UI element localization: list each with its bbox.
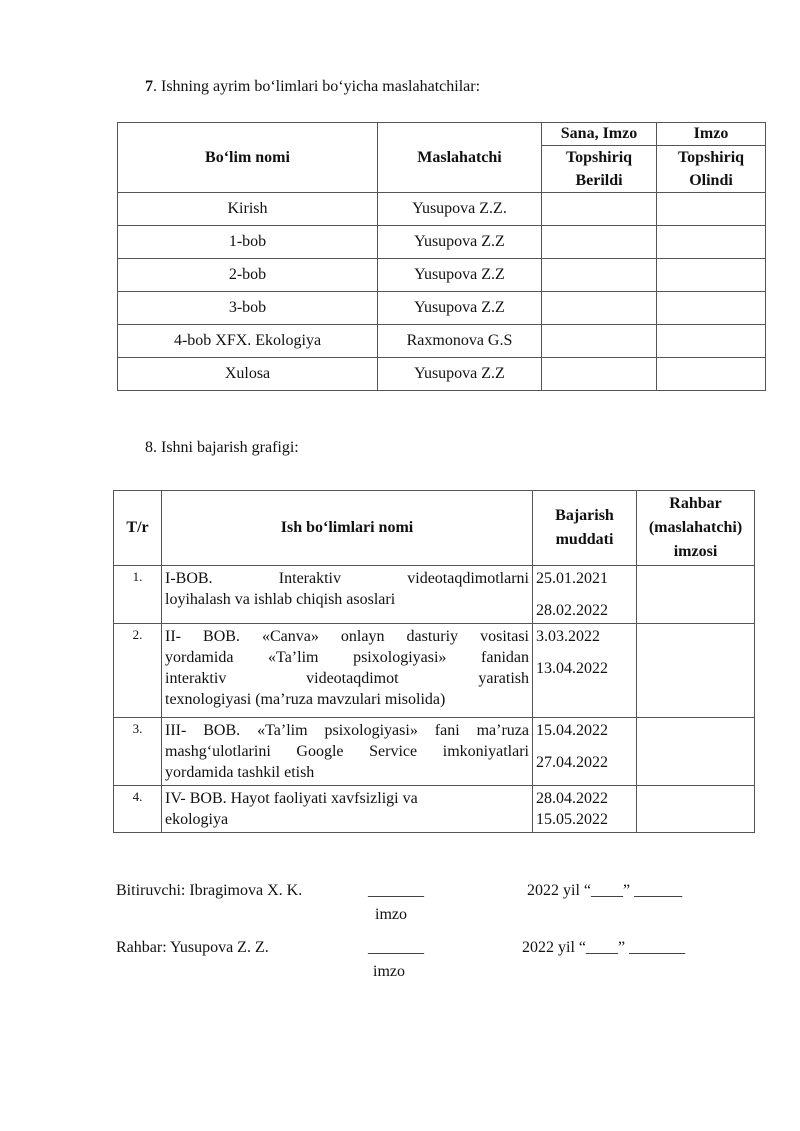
olindi-cell bbox=[657, 226, 766, 259]
olindi-cell bbox=[657, 325, 766, 358]
bolim-cell: 4-bob XFX. Ekologiya bbox=[118, 325, 378, 358]
section7-title: . Ishning ayrim bo‘limlari bo‘yicha maslahatchilar: bbox=[153, 78, 481, 95]
table-row bbox=[114, 624, 755, 718]
deadline-cell bbox=[533, 718, 637, 786]
header-sana-imzo: Sana, Imzo bbox=[542, 123, 657, 146]
bolim-cell: Kirish bbox=[118, 193, 378, 226]
table-row bbox=[114, 786, 755, 833]
start-date: 28.04.2022 bbox=[536, 790, 608, 807]
berildi-cell bbox=[542, 259, 657, 292]
berildi-cell bbox=[542, 193, 657, 226]
row-number: 2. bbox=[114, 624, 162, 718]
end-date: 15.05.2022 bbox=[536, 811, 608, 828]
graduate-name: Bitiruvchi: Ibragimova X. K. bbox=[116, 882, 303, 899]
signature-cell bbox=[637, 624, 755, 718]
header-bajarish-muddati: Bajarish muddati bbox=[533, 491, 637, 566]
table-row bbox=[118, 292, 766, 325]
table-row bbox=[118, 193, 766, 226]
maslahatchi-cell: Yusupova Z.Z bbox=[378, 259, 542, 292]
header-topshiriq-berildi: Topshiriq Berildi bbox=[542, 146, 657, 193]
table-row bbox=[114, 566, 755, 624]
signature-cell bbox=[637, 786, 755, 833]
bolim-cell: 1-bob bbox=[118, 226, 378, 259]
berildi-cell bbox=[542, 292, 657, 325]
berildi-cell bbox=[542, 358, 657, 391]
schedule-table bbox=[113, 490, 755, 833]
maslahatchi-cell: Yusupova Z.Z bbox=[378, 226, 542, 259]
olindi-cell bbox=[657, 193, 766, 226]
graduate-date: 2022 yil “____” ______ bbox=[527, 882, 683, 899]
berildi-cell bbox=[542, 325, 657, 358]
maslahatchi-cell: Yusupova Z.Z bbox=[378, 358, 542, 391]
bolim-cell: 2-bob bbox=[118, 259, 378, 292]
start-date: 25.01.2021 bbox=[536, 570, 608, 587]
header-maslahatchi: Maslahatchi bbox=[378, 123, 542, 193]
end-date: 28.02.2022 bbox=[536, 602, 608, 619]
header-imzo: Imzo bbox=[657, 123, 766, 146]
maslahatchi-cell: Yusupova Z.Z. bbox=[378, 193, 542, 226]
header-ish-bolimlari-nomi: Ish bo‘limlari nomi bbox=[162, 491, 533, 566]
end-date: 13.04.2022 bbox=[536, 660, 608, 677]
header-rahbar-imzosi: Rahbar (maslahatchi) imzosi bbox=[637, 491, 755, 566]
supervisor-signature-line: _______ bbox=[368, 939, 424, 956]
deadline-cell bbox=[533, 786, 637, 833]
signature-cell bbox=[637, 718, 755, 786]
deadline-cell bbox=[533, 624, 637, 718]
olindi-cell bbox=[657, 358, 766, 391]
section-name-cell: III- BOB. «Ta’lim psixologiyasi» fani ma’ruza mashg‘ulotlarini Google Service imkoniyatlari yordamida tashkil etish bbox=[162, 718, 533, 786]
olindi-cell bbox=[657, 259, 766, 292]
header-topshiriq-olindi: Topshiriq Olindi bbox=[657, 146, 766, 193]
supervisor-date: 2022 yil “____” _______ bbox=[522, 939, 686, 956]
consultants-table bbox=[117, 122, 766, 391]
signature-cell bbox=[637, 566, 755, 624]
end-date: 27.04.2022 bbox=[536, 754, 608, 771]
bolim-cell: Xulosa bbox=[118, 358, 378, 391]
bolim-cell: 3-bob bbox=[118, 292, 378, 325]
start-date: 3.03.2022 bbox=[536, 628, 600, 645]
header-bolim-nomi: Bo‘lim nomi bbox=[118, 123, 378, 193]
berildi-cell bbox=[542, 226, 657, 259]
table-row bbox=[118, 259, 766, 292]
row-number: 3. bbox=[114, 718, 162, 786]
row-number: 4. bbox=[114, 786, 162, 833]
table-row bbox=[118, 358, 766, 391]
olindi-cell bbox=[657, 292, 766, 325]
table-row bbox=[114, 718, 755, 786]
header-tr: T/r bbox=[114, 491, 162, 566]
section-name-cell: I-BOB. Interaktiv videotaqdimotlarni loyihalash va ishlab chiqish asoslari bbox=[162, 566, 533, 624]
maslahatchi-cell: Yusupova Z.Z bbox=[378, 292, 542, 325]
section8-heading: 8. Ishni bajarish grafigi: bbox=[145, 439, 299, 456]
supervisor-imzo-label: imzo bbox=[373, 963, 405, 980]
section7-number: 7 bbox=[145, 78, 153, 95]
supervisor-name: Rahbar: Yusupova Z. Z. bbox=[116, 939, 269, 956]
table-row bbox=[118, 226, 766, 259]
row-number: 1. bbox=[114, 566, 162, 624]
maslahatchi-cell: Raxmonova G.S bbox=[378, 325, 542, 358]
start-date: 15.04.2022 bbox=[536, 722, 608, 739]
section7-heading bbox=[145, 78, 480, 96]
graduate-imzo-label: imzo bbox=[375, 906, 407, 923]
section-name-cell: IV- BOB. Hayot faoliyati xavfsizligi va ekologiya bbox=[162, 786, 533, 833]
table-row bbox=[118, 325, 766, 358]
graduate-signature-line: _______ bbox=[368, 882, 424, 899]
deadline-cell bbox=[533, 566, 637, 624]
section-name-cell: II- BOB. «Canva» onlayn dasturiy vositasi yordamida «Ta’lim psixologiyasi» fanidan interaktiv videotaqdimot yaratish texnologiyasi (ma’ruza mavzulari misolida) bbox=[162, 624, 533, 718]
